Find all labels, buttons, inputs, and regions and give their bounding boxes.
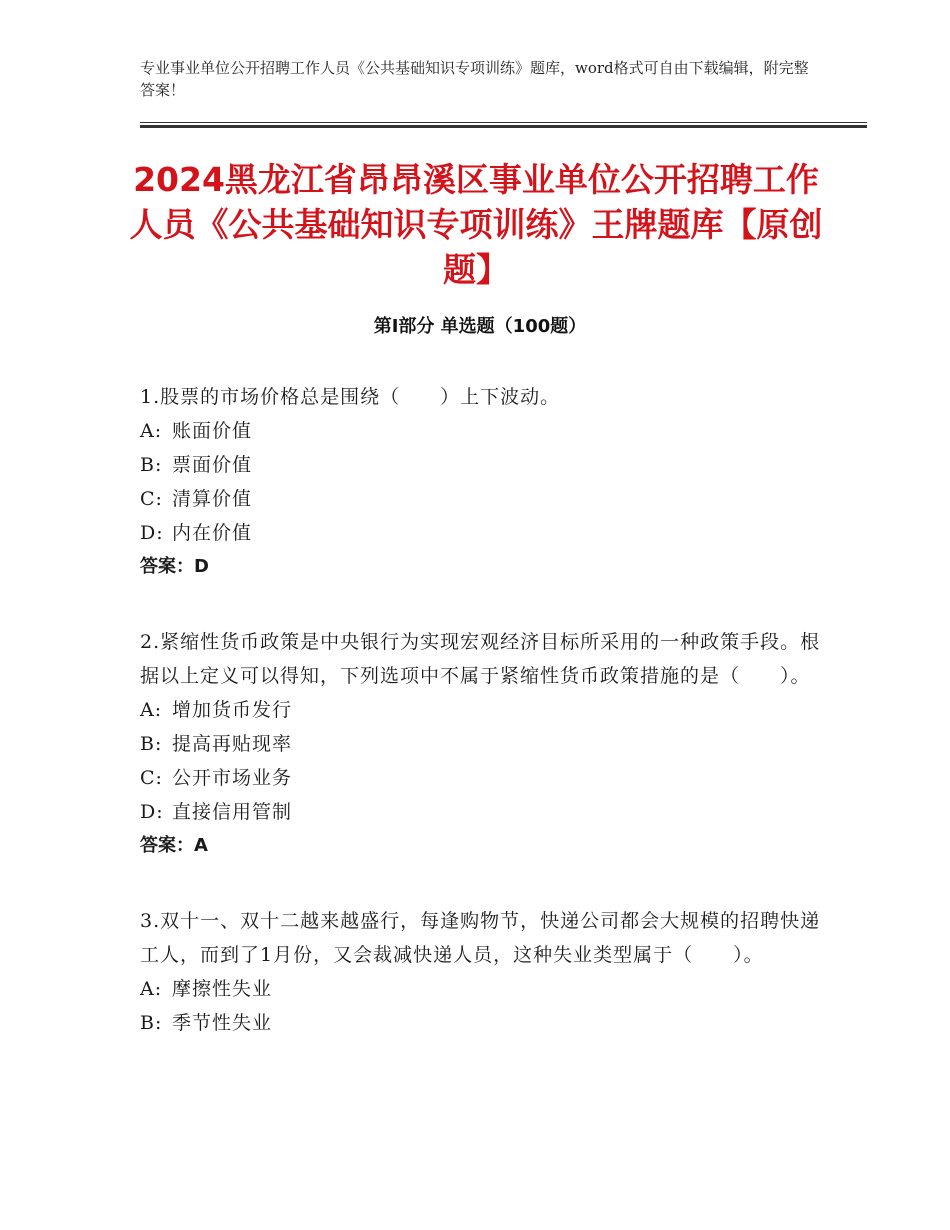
option-letter: A: — [140, 978, 163, 1000]
option-letter: D: — [140, 801, 164, 823]
option-letter: C: — [140, 488, 163, 510]
option-b — [140, 448, 830, 482]
question-3 — [140, 904, 830, 1040]
question-stem: 3.双十一、双十二越来越盛行，每逢购物节，快递公司都会大规模的招聘快递工人，而到了1月份，又会裁减快递人员，这种失业类型属于（ ）。 — [140, 910, 821, 966]
option-text: 提高再贴现率 — [172, 733, 293, 755]
option-text: 直接信用管制 — [172, 801, 293, 823]
option-text: 票面价值 — [172, 454, 253, 476]
option-a — [140, 693, 830, 727]
option-text: 内在价值 — [172, 522, 253, 544]
question-1 — [140, 380, 830, 584]
option-text: 季节性失业 — [172, 1012, 273, 1034]
question-list — [140, 380, 830, 1081]
option-letter: B: — [140, 454, 163, 476]
option-letter: A: — [140, 699, 163, 721]
option-d — [140, 516, 830, 550]
question-2 — [140, 625, 830, 863]
question-stem: 2.紧缩性货币政策是中央银行为实现宏观经济目标所采用的一种政策手段。根据以上定义可以得知，下列选项中不属于紧缩性货币政策措施的是（ ）。 — [140, 631, 821, 687]
option-text: 公开市场业务 — [172, 767, 293, 789]
option-letter: B: — [140, 733, 163, 755]
option-letter: B: — [140, 1012, 163, 1034]
option-letter: A: — [140, 420, 163, 442]
answer-line: 答案：D — [140, 556, 209, 577]
section-heading: 第Ⅰ部分 单选题（100题） — [373, 316, 587, 337]
option-b — [140, 1006, 830, 1040]
option-text: 账面价值 — [172, 420, 253, 442]
header-note: 专业事业单位公开招聘工作人员《公共基础知识专项训练》题库，word格式可自由下载编辑，附完整答案！ — [140, 59, 809, 99]
option-c — [140, 761, 830, 795]
option-b — [140, 727, 830, 761]
option-a — [140, 414, 830, 448]
option-a — [140, 972, 830, 1006]
header-rule-thick — [140, 125, 867, 128]
document-title: 2024黑龙江省昂昂溪区事业单位公开招聘工作人员《公共基础知识专项训练》王牌题库【原创题】 — [129, 160, 823, 289]
option-c — [140, 482, 830, 516]
question-stem: 1.股票的市场价格总是围绕（ ）上下波动。 — [140, 386, 561, 408]
option-d — [140, 795, 830, 829]
option-text: 摩擦性失业 — [172, 978, 273, 1000]
option-text: 增加货币发行 — [172, 699, 293, 721]
answer-line: 答案：A — [140, 835, 208, 856]
option-text: 清算价值 — [172, 488, 253, 510]
header-rule-thin — [140, 122, 867, 123]
option-letter: D: — [140, 522, 164, 544]
option-letter: C: — [140, 767, 163, 789]
